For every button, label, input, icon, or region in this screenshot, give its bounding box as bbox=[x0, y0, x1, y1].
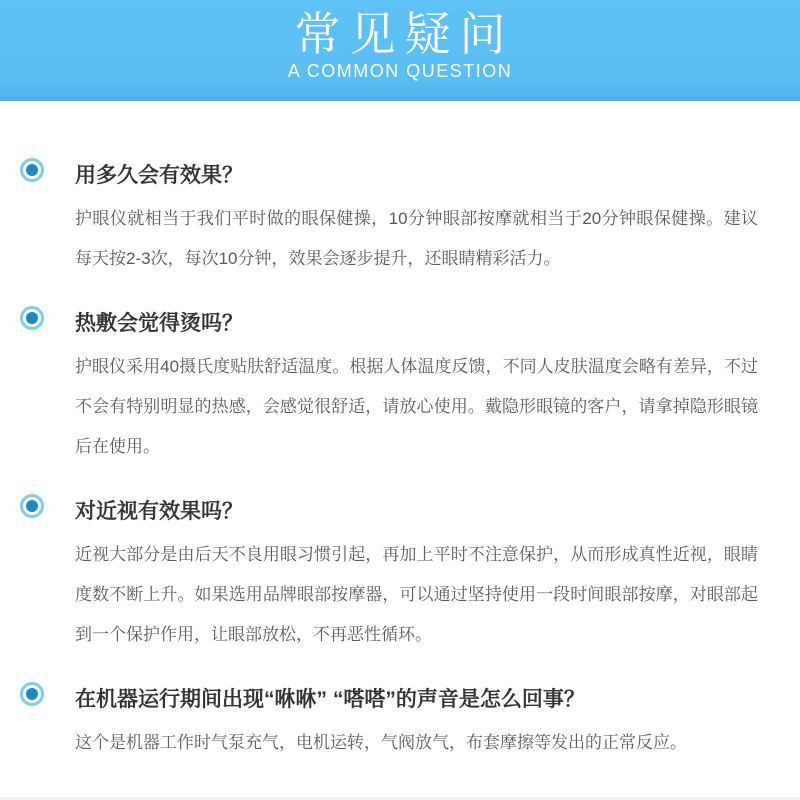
faq-item bbox=[75, 685, 758, 763]
faq-item bbox=[75, 309, 758, 467]
page-subtitle: A COMMON QUESTION bbox=[287, 61, 513, 81]
faq-answer: 这个是机器工作时气泵充气，电机运转，气阀放气，布套摩擦等发出的正常反应。 bbox=[75, 733, 687, 752]
faq-answer: 护眼仪采用40摄氏度贴肤舒适温度。根据人体温度反馈，不同人皮肤温度会略有差异，不过不会有特别明显的热感，会感觉很舒适，请放心使用。戴隐形眼镜的客户，请拿掉隐形眼镜后在使用。 bbox=[75, 357, 758, 456]
faq-answer: 护眼仪就相当于我们平时做的眼保健操，10分钟眼部按摩就相当于20分钟眼保健操。建议每天按2-3次，每次10分钟，效果会逐步提升，还眼睛精彩活力。 bbox=[75, 209, 758, 268]
bullet-ring-icon bbox=[26, 500, 38, 512]
faq-question: 对近视有效果吗？ bbox=[75, 500, 243, 523]
page-header bbox=[0, 0, 800, 101]
faq-question: 热敷会觉得烫吗？ bbox=[75, 312, 243, 335]
faq-list bbox=[75, 101, 758, 763]
bullet-ring-icon bbox=[26, 164, 38, 176]
page-title: 常见疑问 bbox=[294, 8, 515, 60]
bullet-ring-icon bbox=[26, 312, 38, 324]
faq-question: 用多久会有效果？ bbox=[75, 164, 243, 187]
bullet-ring-icon bbox=[26, 688, 38, 700]
faq-question: 在机器运行期间出现“咻咻” “嗒嗒”的声音是怎么回事？ bbox=[75, 688, 585, 711]
faq-item bbox=[75, 497, 758, 655]
faq-answer: 近视大部分是由后天不良用眼习惯引起，再加上平时不注意保护，从而形成真性近视，眼睛度数不断上升。如果选用品牌眼部按摩器，可以通过坚持使用一段时间眼部按摩，对眼部起到一个保护作用，让眼部放松，不再恶性循环。 bbox=[75, 545, 758, 644]
faq-item bbox=[75, 161, 758, 279]
